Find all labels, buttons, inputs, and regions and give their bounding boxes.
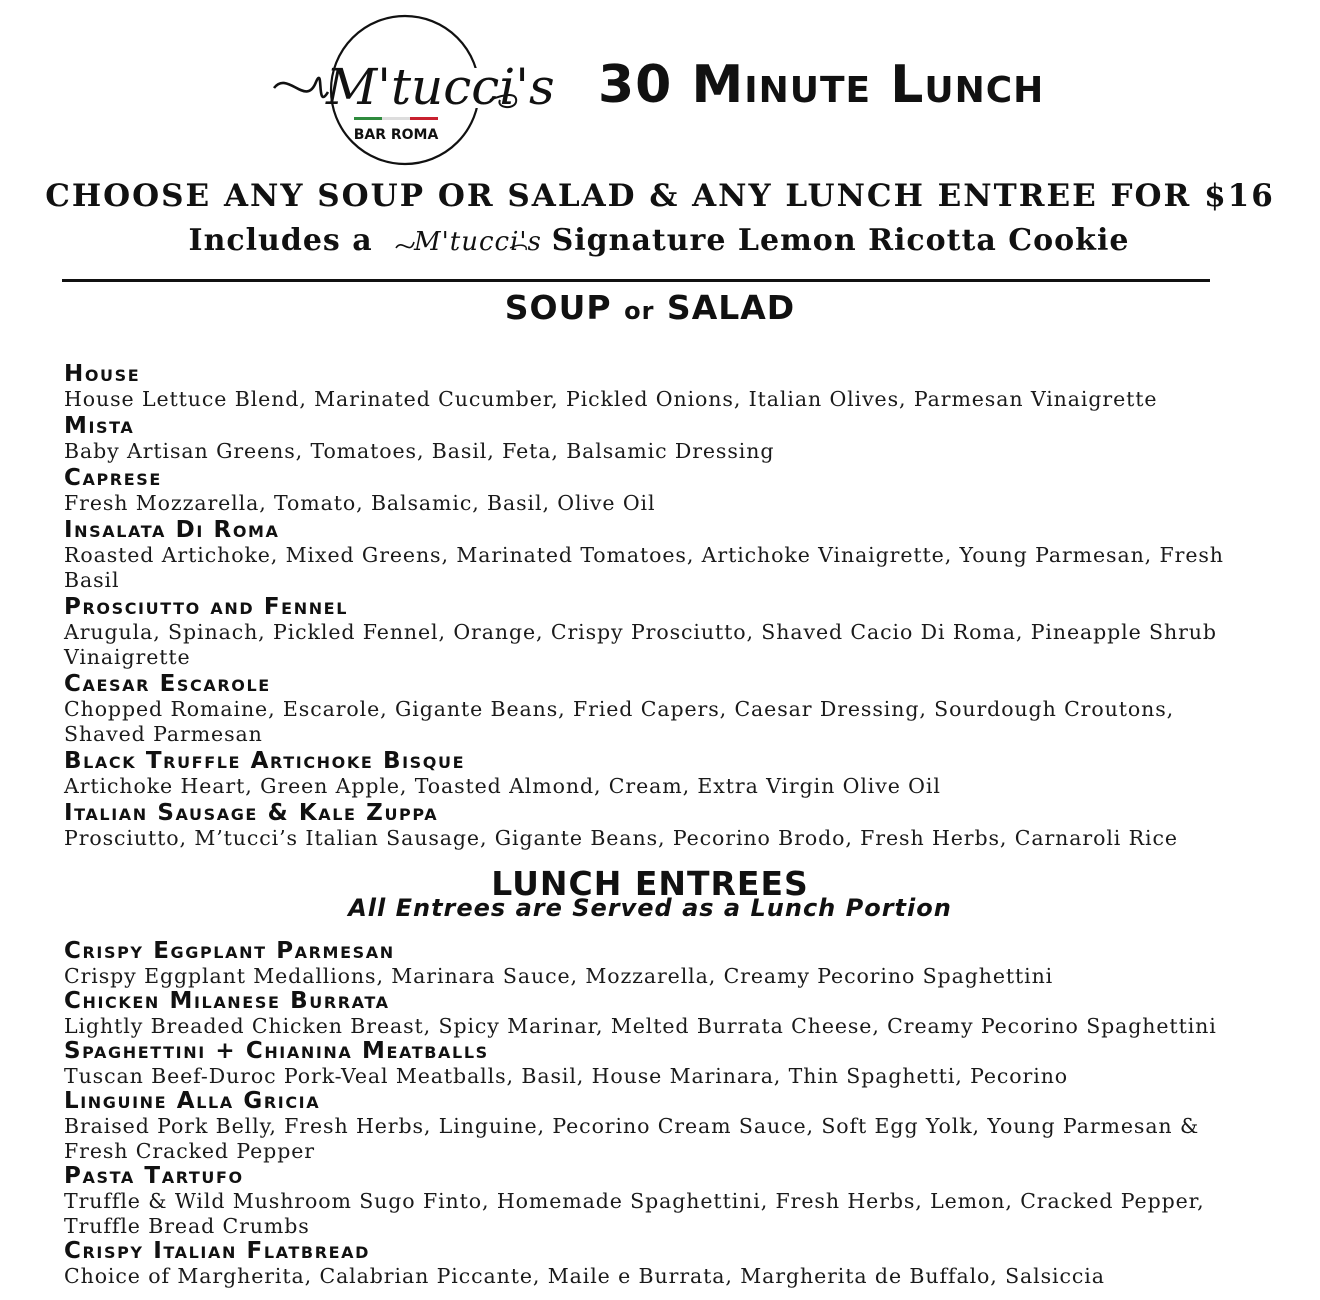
soup-title-part3: SALAD <box>666 288 796 327</box>
menu-item <box>64 749 1244 799</box>
menu-item <box>64 801 1244 851</box>
item-name: Spaghettini + Chianina Meatballs <box>64 1038 489 1064</box>
menu-item <box>64 1039 1244 1089</box>
menu-item <box>64 1239 1244 1289</box>
entrees-title: LUNCH ENTREES <box>491 864 809 903</box>
soup-salad-list <box>64 360 1244 851</box>
item-name: Crispy Italian Flatbread <box>64 1238 371 1264</box>
menu-item <box>64 518 1244 593</box>
item-description: Prosciutto, M’tucci’s Italian Sausage, Gigante Beans, Pecorino Brodo, Fresh Herbs, Carnaroli Rice <box>64 826 1178 850</box>
item-description: Choice of Margherita, Calabrian Piccante, Maile e Burrata, Margherita de Buffalo, Salsiccia <box>64 1264 1105 1288</box>
item-description: Fresh Mozzarella, Tomato, Balsamic, Basil, Olive Oil <box>64 491 656 515</box>
item-name: Black Truffle Artichoke Bisque <box>64 748 466 774</box>
flag-white <box>382 117 410 120</box>
brand-logo <box>268 8 555 174</box>
item-description: Truffle & Wild Mushroom Sugo Finto, Homemade Spaghettini, Fresh Herbs, Lemon, Cracked Pepper, Truffle Bread Crumbs <box>64 1189 1205 1238</box>
item-description: Roasted Artichoke, Mixed Greens, Marinated Tomatoes, Artichoke Vinaigrette, Young Parmesan, Fresh Basil <box>64 543 1224 592</box>
item-description: Chopped Romaine, Escarole, Gigante Beans, Fried Capers, Caesar Dressing, Sourdough Croutons, Shaved Parmesan <box>64 697 1175 746</box>
item-description: Baby Artisan Greens, Tomatoes, Basil, Feta, Balsamic Dressing <box>64 439 775 463</box>
item-name: Prosciutto and Fennel <box>64 594 349 620</box>
item-description: Braised Pork Belly, Fresh Herbs, Linguine, Pecorino Cream Sauce, Soft Egg Yolk, Young Parmesan & Fresh Cracked Pepper <box>64 1114 1200 1163</box>
entrees-subtitle: All Entrees are Served as a Lunch Portion <box>348 894 952 922</box>
soup-salad-title <box>0 288 1300 327</box>
item-name: Mista <box>64 413 135 439</box>
item-name: Italian Sausage & Kale Zuppa <box>64 800 439 826</box>
menu-item <box>64 939 1244 989</box>
mini-brand-logo <box>392 222 543 262</box>
item-name: Pasta Tartufo <box>64 1163 244 1189</box>
soup-title-part1: SOUP <box>504 288 612 327</box>
item-description: Artichoke Heart, Green Apple, Toasted Almond, Cream, Extra Virgin Olive Oil <box>64 774 941 798</box>
menu-item <box>64 595 1244 670</box>
header-divider <box>62 279 1210 282</box>
cookie-line <box>0 222 1318 262</box>
menu-item <box>64 414 1244 464</box>
item-description: Lightly Breaded Chicken Breast, Spicy Marinar, Melted Burrata Cheese, Creamy Pecorino Spaghettini <box>64 1014 1217 1038</box>
logo-tagline: BAR ROMA <box>353 127 439 143</box>
menu-item <box>64 1164 1244 1239</box>
item-description: Arugula, Spinach, Pickled Fennel, Orange, Crispy Prosciutto, Shaved Cacio Di Roma, Pineapple Shrub Vinaigrette <box>64 620 1217 669</box>
item-description: Tuscan Beef-Duroc Pork-Veal Meatballs, Basil, House Marinara, Thin Spaghetti, Pecorino <box>64 1064 1069 1088</box>
item-description: House Lettuce Blend, Marinated Cucumber, Pickled Onions, Italian Olives, Parmesan Vinaigrette <box>64 387 1158 411</box>
item-name: Chicken Milanese Burrata <box>64 988 390 1014</box>
cookie-prefix: Includes a <box>188 223 373 258</box>
menu-item <box>64 989 1244 1039</box>
logo-script-text: M'tucci's <box>326 58 555 116</box>
flag-green <box>354 117 382 120</box>
entrees-list <box>64 939 1244 1289</box>
item-name: Caprese <box>64 465 162 491</box>
mini-logo-text: M'tucci's <box>414 227 543 257</box>
menu-item <box>64 672 1244 747</box>
item-name: Caesar Escarole <box>64 671 271 697</box>
menu-item <box>64 466 1244 516</box>
offer-line: CHOOSE ANY SOUP OR SALAD & ANY LUNCH ENTREE FOR $16 <box>45 178 1275 214</box>
cookie-suffix: Signature Lemon Ricotta Cookie <box>551 223 1130 258</box>
page-title: 30 Minute Lunch <box>598 55 1045 115</box>
item-description: Crispy Eggplant Medallions, Marinara Sauce, Mozzarella, Creamy Pecorino Spaghettini <box>64 964 1054 988</box>
item-name: Crispy Eggplant Parmesan <box>64 938 395 964</box>
menu-item <box>64 362 1244 412</box>
item-name: Insalata Di Roma <box>64 517 280 543</box>
soup-title-part2: or <box>624 297 655 325</box>
flag-red <box>410 117 438 120</box>
item-name: House <box>64 361 141 387</box>
menu-item <box>64 1089 1244 1164</box>
item-name: Linguine Alla Gricia <box>64 1088 321 1114</box>
